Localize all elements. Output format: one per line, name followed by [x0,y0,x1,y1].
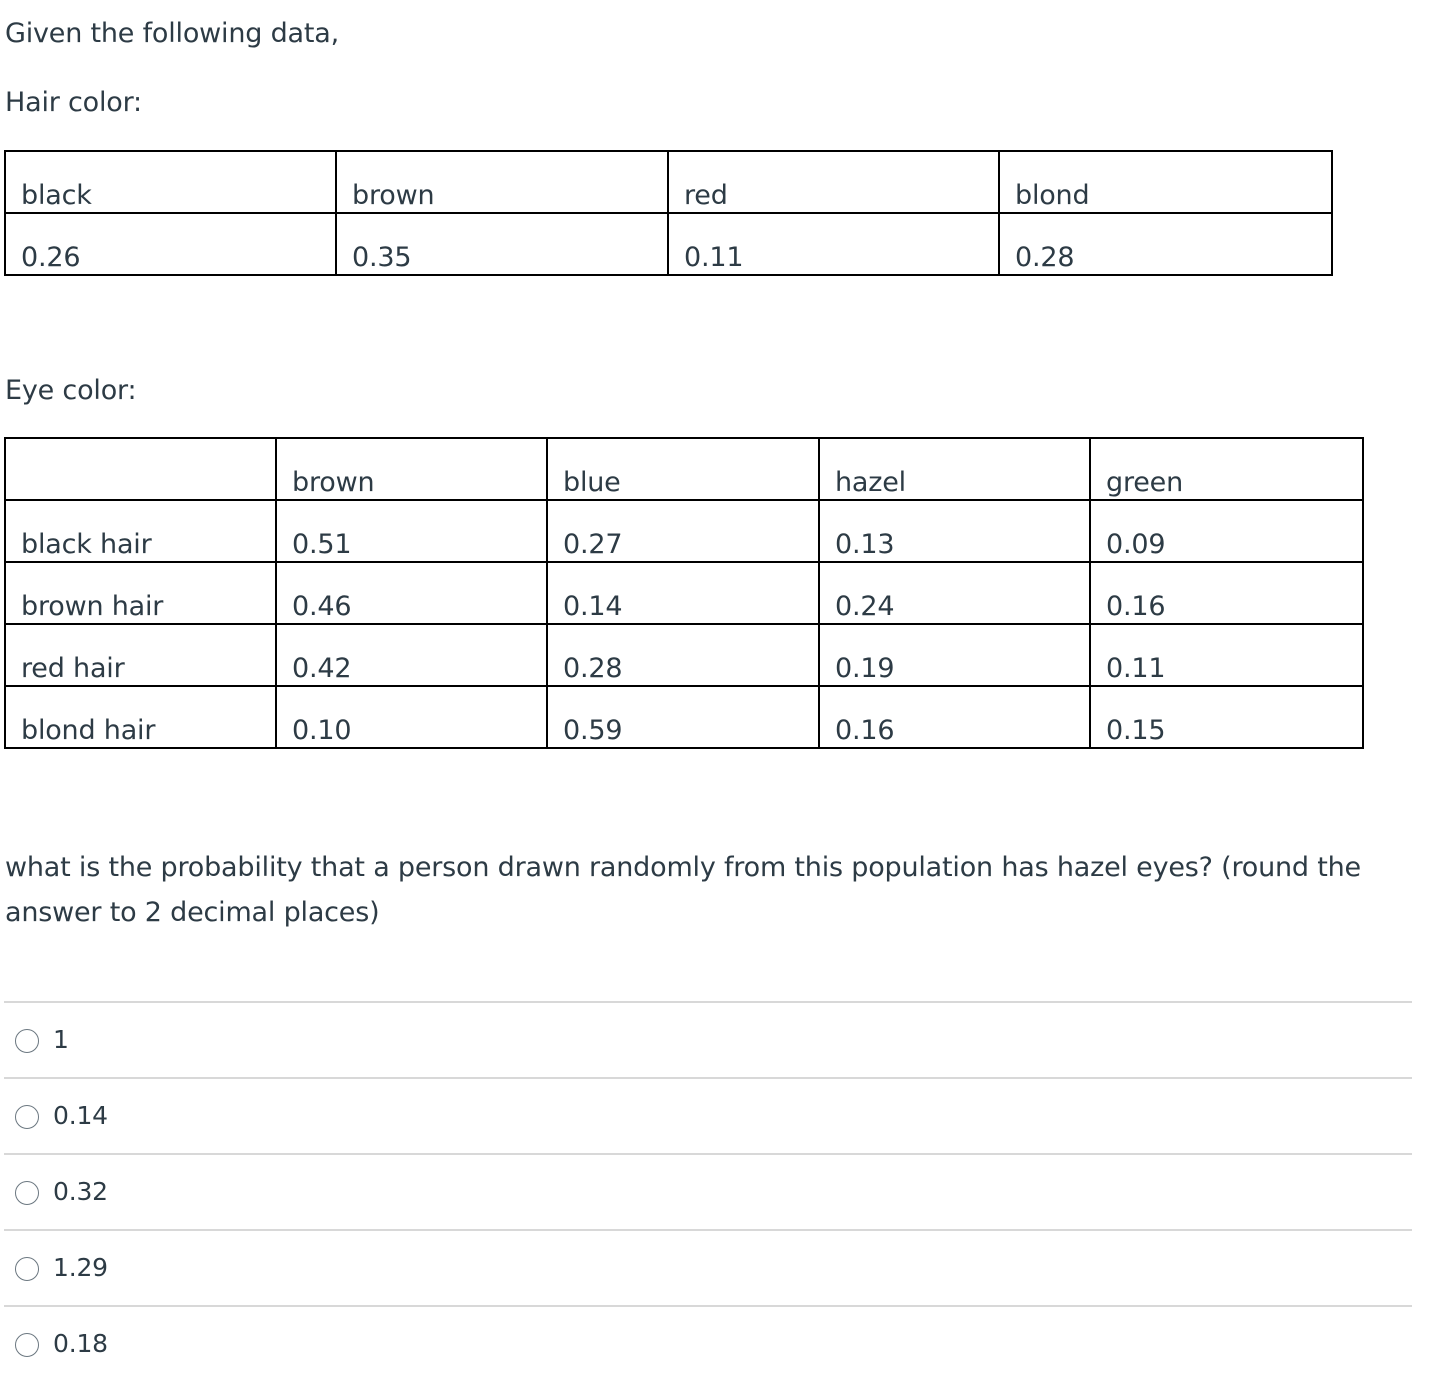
value-cell: 0.09 [1090,500,1363,562]
value-cell: 0.16 [1090,562,1363,624]
row-label-cell: black hair [5,500,276,562]
option-label[interactable]: 1 [53,1025,69,1054]
option-label[interactable]: 0.14 [53,1101,108,1130]
hair-value-cell: 0.26 [5,213,336,275]
table-row [5,686,1363,748]
value-cell: 0.42 [276,624,547,686]
radio-button[interactable] [15,1333,39,1357]
answer-option[interactable] [4,1305,1412,1381]
hair-value-row [5,213,1332,275]
row-label-cell: brown hair [5,562,276,624]
intro-text: Given the following data, [5,18,339,49]
eye-corner-cell [5,438,276,500]
value-cell: 0.59 [547,686,819,748]
hair-header-cell: blond [999,151,1332,213]
eye-header-cell: hazel [819,438,1090,500]
eye-color-table [4,437,1364,749]
table-row [5,562,1363,624]
value-cell: 0.51 [276,500,547,562]
value-cell: 0.10 [276,686,547,748]
answer-option[interactable] [4,1229,1412,1305]
option-label[interactable]: 0.18 [53,1329,108,1358]
hair-header-cell: brown [336,151,668,213]
radio-button[interactable] [15,1257,39,1281]
question-text: what is the probability that a person drawn randomly from this population has hazel eyes? (round the answer to 2 decimal places) [5,852,1361,928]
hair-value-cell: 0.11 [668,213,999,275]
hair-header-row [5,151,1332,213]
hair-color-table [4,150,1333,276]
radio-button[interactable] [15,1105,39,1129]
table-row [5,500,1363,562]
hair-header-cell: red [668,151,999,213]
option-label[interactable]: 0.32 [53,1177,108,1206]
hair-value-cell: 0.28 [999,213,1332,275]
radio-button[interactable] [15,1029,39,1053]
value-cell: 0.24 [819,562,1090,624]
value-cell: 0.11 [1090,624,1363,686]
option-label[interactable]: 1.29 [53,1253,108,1282]
answer-option[interactable] [4,1001,1412,1077]
value-cell: 0.14 [547,562,819,624]
value-cell: 0.46 [276,562,547,624]
eye-header-cell: green [1090,438,1363,500]
eye-color-heading: Eye color: [5,375,137,406]
answer-option[interactable] [4,1077,1412,1153]
table-row [5,624,1363,686]
eye-header-row [5,438,1363,500]
value-cell: 0.28 [547,624,819,686]
answer-option[interactable] [4,1153,1412,1229]
value-cell: 0.19 [819,624,1090,686]
hair-color-heading: Hair color: [5,87,142,118]
answer-options [4,1001,1412,1381]
row-label-cell: blond hair [5,686,276,748]
value-cell: 0.13 [819,500,1090,562]
eye-header-cell: blue [547,438,819,500]
hair-header-cell: black [5,151,336,213]
radio-button[interactable] [15,1181,39,1205]
hair-value-cell: 0.35 [336,213,668,275]
value-cell: 0.16 [819,686,1090,748]
value-cell: 0.27 [547,500,819,562]
row-label-cell: red hair [5,624,276,686]
eye-header-cell: brown [276,438,547,500]
value-cell: 0.15 [1090,686,1363,748]
